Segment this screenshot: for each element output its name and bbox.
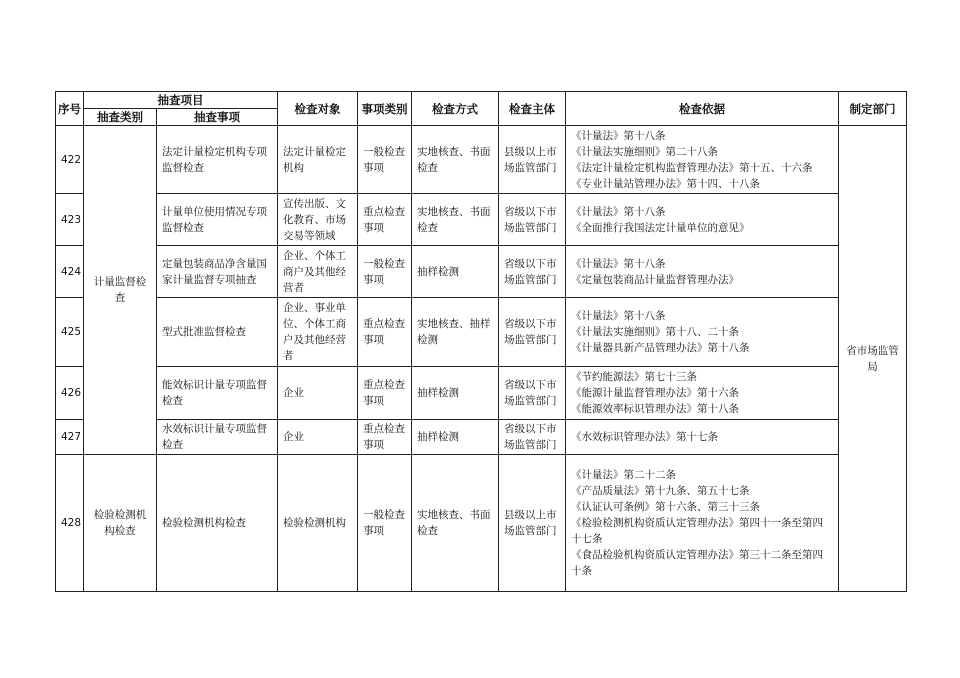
method-cell: 抽样检测 [412,420,499,455]
basis-line: 《计量法》第二十二条 [571,469,676,481]
type-cell: 重点检查事项 [358,298,412,367]
target-cell: 法定计量检定机构 [278,126,358,194]
type-cell: 重点检查事项 [358,367,412,420]
basis-cell [566,367,839,420]
basis-line: 《法定计量检定机构监督管理办法》第十五、十六条 [571,161,813,174]
header-subject: 检查主体 [499,92,566,126]
basis-line: 《定量包装商品计量监督管理办法》 [571,273,739,286]
table-row [56,455,907,592]
type-cell: 一般检查事项 [358,455,412,592]
subject-cell: 省级以下市场监管部门 [499,367,566,420]
basis-line: 《专业计量站管理办法》第十四、十八条 [571,177,760,190]
subject-cell: 省级以下市场监管部门 [499,420,566,455]
method-cell: 实地核查、书面检查 [412,455,499,592]
target-cell: 检验检测机构 [278,455,358,592]
method-cell: 抽样检测 [412,367,499,420]
item-cell: 型式批准监督检查 [157,298,278,367]
target-cell: 企业、事业单位、个体工商户及其他经营者 [278,298,358,367]
basis-line: 《计量法实施细则》第十八、二十条 [571,326,739,338]
table-row [56,367,907,420]
item-cell: 检验检测机构检查 [157,455,278,592]
table-row [56,194,907,246]
target-cell: 企业、个体工商户及其他经营者 [278,246,358,298]
subject-cell: 县级以上市场监管部门 [499,455,566,592]
basis-cell [566,420,839,455]
target-cell: 企业 [278,367,358,420]
subject-cell: 省级以下市场监管部门 [499,298,566,367]
row-number: 428 [56,455,84,592]
target-cell: 企业 [278,420,358,455]
basis-line: 《计量法实施细则》第二十八条 [571,145,718,158]
category-cell: 计量监督检查 [84,126,157,455]
table-row [56,420,907,455]
header-project: 抽查项目 [84,92,278,109]
header-dept: 制定部门 [839,92,907,126]
dept-cell: 省市场监管局 [839,126,907,592]
basis-cell [566,298,839,367]
header-method: 检查方式 [412,92,499,126]
basis-line: 《产品质量法》第十九条、第五十七条 [571,485,750,497]
basis-line: 《检验检测机构资质认定管理办法》第四十一条至第四十七条 [571,517,823,545]
type-cell: 一般检查事项 [358,126,412,194]
basis-line: 《水效标识管理办法》第十七条 [571,431,718,443]
basis-line: 《节约能源法》第七十三条 [571,371,697,383]
basis-line: 《计量法》第十八条 [571,310,666,322]
basis-line: 《食品检验机构资质认定管理办法》第三十二条至第四十条 [571,549,823,577]
basis-line: 《计量法》第十八条 [571,257,666,270]
basis-line: 《能源效率标识管理办法》第十八条 [571,403,739,415]
target-cell: 宣传出版、文化教育、市场交易等领域 [278,194,358,246]
row-number: 427 [56,420,84,455]
basis-line: 《能源计量监督管理办法》第十六条 [571,387,739,399]
basis-cell [566,194,839,246]
header-type: 事项类别 [358,92,412,126]
basis-cell [566,246,839,298]
basis-line: 《全面推行我国法定计量单位的意见》 [571,221,750,234]
method-cell: 实地核查、书面检查 [412,194,499,246]
type-cell: 一般检查事项 [358,246,412,298]
method-cell: 实地核查、抽样检测 [412,298,499,367]
method-cell: 实地核查、书面检查 [412,126,499,194]
header-category: 抽查类别 [84,109,157,126]
basis-line: 《计量器具新产品管理办法》第十八条 [571,342,750,354]
basis-line: 《计量法》第十八条 [571,205,666,218]
subject-cell: 省级以下市场监管部门 [499,194,566,246]
row-number: 425 [56,298,84,367]
row-number: 423 [56,194,84,246]
item-cell: 能效标识计量专项监督检查 [157,367,278,420]
row-number: 426 [56,367,84,420]
method-cell: 抽样检测 [412,246,499,298]
category-cell: 检验检测机构检查 [84,455,157,592]
basis-line: 《计量法》第十八条 [571,129,666,142]
item-cell: 法定计量检定机构专项监督检查 [157,126,278,194]
subject-cell: 县级以上市场监管部门 [499,126,566,194]
basis-line: 《认证认可条例》第十六条、第三十三条 [571,501,760,513]
table-row [56,298,907,367]
inspection-table [55,91,907,592]
type-cell: 重点检查事项 [358,420,412,455]
header-row-1 [56,92,907,109]
item-cell: 定量包装商品净含量国家计量监督专项抽查 [157,246,278,298]
basis-cell [566,126,839,194]
table-row [56,246,907,298]
subject-cell: 省级以下市场监管部门 [499,246,566,298]
row-number: 424 [56,246,84,298]
item-cell: 计量单位使用情况专项监督检查 [157,194,278,246]
type-cell: 重点检查事项 [358,194,412,246]
row-number: 422 [56,126,84,194]
table-row [56,126,907,194]
header-basis: 检查依据 [566,92,839,126]
item-cell: 水效标识计量专项监督检查 [157,420,278,455]
header-seq: 序号 [56,92,84,126]
header-target: 检查对象 [278,92,358,126]
basis-cell [566,455,839,592]
header-item: 抽查事项 [157,109,278,126]
